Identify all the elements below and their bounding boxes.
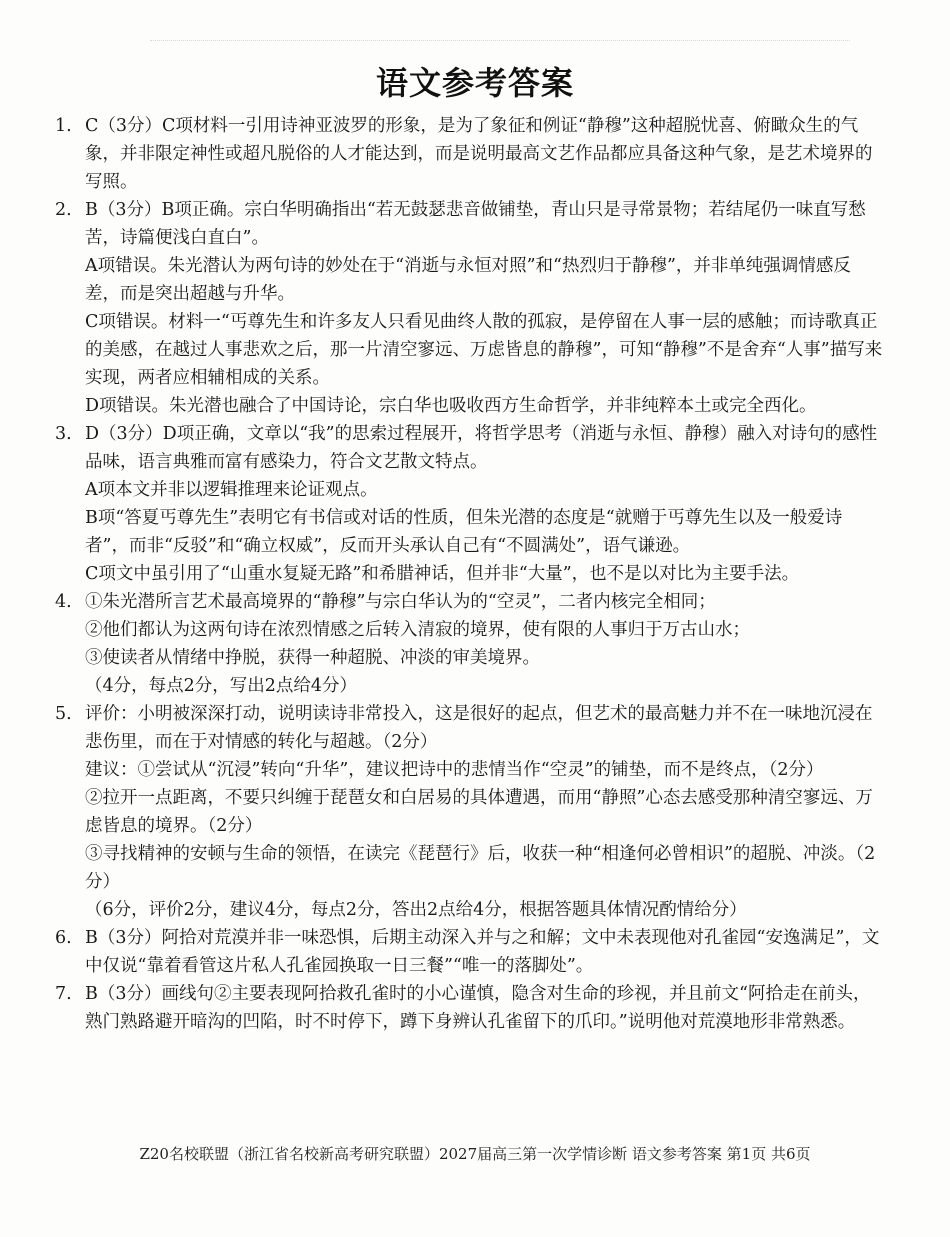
answer-text: B（3分）B项正确。宗白华明确指出“若无鼓瑟悲音做铺垫，青山只是寻常景物；若结尾仍一味直写愁苦，诗篇便浅白直白”。 [85,200,866,248]
answer-item [55,112,885,196]
page-footer: Z20名校联盟（浙江省名校新高考研究联盟）2027届高三第一次学情诊断 语文参考答案 第1页 共6页 [139,1145,811,1163]
question-number: 3. [55,424,72,444]
answer-text: （4分，每点2分，写出2点给4分） [85,676,358,696]
answer-item [55,420,885,588]
answer-text: A项本文并非以逻辑推理来论证观点。 [85,480,378,500]
answer-text: ①朱光潜所言艺术最高境界的“静穆”与宗白华认为的“空灵”，二者内核完全相同； [85,592,716,612]
answer-text: ②他们都认为这两句诗在浓烈情感之后转入清寂的境界，使有限的人事归于万古山水； [85,620,750,640]
answer-item [55,196,885,420]
question-number: 1. [55,116,72,136]
answer-text: C项错误。材料一“丐尊先生和许多友人只看见曲终人散的孤寂，是停留在人事一层的感触；而诗歌真正的美感，在越过人事悲欢之后，那一片清空寥远、万虑皆息的静穆”，可知“静穆”不是舍弃“人事”描写来实现，两者应相辅相成的关系。 [85,312,883,388]
answer-text: B项“答夏丐尊先生”表明它有书信或对话的性质，但朱光潜的态度是“就赠于丐尊先生以及一般爱诗者”，而非“反驳”和“确立权威”，反而开头承认自己有“不圆满处”，语气谦逊。 [85,508,843,556]
page-title: 语文参考答案 [375,64,574,102]
answer-text: 建议：①尝试从“沉浸”转向“升华”，建议把诗中的悲情当作“空灵”的铺垫，而不是终点，（2分） [85,760,824,780]
answer-text: D项错误。朱光潜也融合了中国诗论，宗白华也吸收西方生命哲学，并非纯粹本土或完全西化。 [85,396,817,416]
answer-list [55,112,885,1036]
answer-text: ③使读者从情绪中挣脱，获得一种超脱、冲淡的审美境界。 [85,648,540,668]
answer-item [55,588,885,700]
answer-text: C（3分）C项材料一引用诗神亚波罗的形象，是为了象征和例证“静穆”这种超脱忧喜、俯瞰众生的气象，并非限定神性或超凡脱俗的人才能达到，而是说明最高文艺作品都应具备这种气象，是艺术境界的写照。 [85,116,873,192]
answer-text: ②拉开一点距离，不要只纠缠于琵琶女和白居易的具体遭遇，而用“静照”心态去感受那种清空寥远、万虑皆息的境界。（2分） [85,788,873,836]
question-number: 2. [55,200,72,220]
answer-text: 评价：小明被深深打动，说明读诗非常投入，这是很好的起点，但艺术的最高魅力并不在一味地沉浸在悲伤里，而在于对情感的转化与超越。（2分） [85,704,873,752]
question-number: 7. [55,984,72,1004]
answer-text: D（3分）D项正确，文章以“我”的思索过程展开，将哲学思考（消逝与永恒、静穆）融入对诗句的感性品味，语言典雅而富有感染力，符合文艺散文特点。 [85,424,878,472]
top-divider [150,40,850,41]
answer-text: C项文中虽引用了“山重水复疑无路”和希腊神话，但并非“大量”，也不是以对比为主要手法。 [85,564,800,584]
answer-text: A项错误。朱光潜认为两句诗的妙处在于“消逝与永恒对照”和“热烈归于静穆”，并非单纯强调情感反差，而是突出超越与升华。 [85,256,851,304]
answer-text: ③寻找精神的安顿与生命的领悟，在读完《琵琶行》后，收获一种“相逢何必曾相识”的超脱、冲淡。（2分） [85,844,876,892]
question-number: 6. [55,928,72,948]
question-number: 4. [55,592,72,612]
question-number: 5. [55,704,72,724]
answer-text: B（3分）画线句②主要表现阿拾救孔雀时的小心谨慎，隐含对生命的珍视，并且前文“阿拾走在前头，熟门熟路避开暗沟的凹陷，时不时停下，蹲下身辨认孔雀留下的爪印。”说明他对荒漠地形非常熟悉。 [85,984,871,1032]
answer-item [55,700,885,924]
answer-item [55,980,885,1036]
answer-item [55,924,885,980]
answer-text: B（3分）阿拾对荒漠并非一味恐惧，后期主动深入并与之和解；文中未表现他对孔雀园“安逸满足”，文中仅说“靠着看管这片私人孔雀园换取一日三餐”“唯一的落脚处”。 [85,928,880,976]
answer-text: （6分，评价2分，建议4分，每点2分，答出2点给4分，根据答题具体情况酌情给分） [85,900,747,920]
